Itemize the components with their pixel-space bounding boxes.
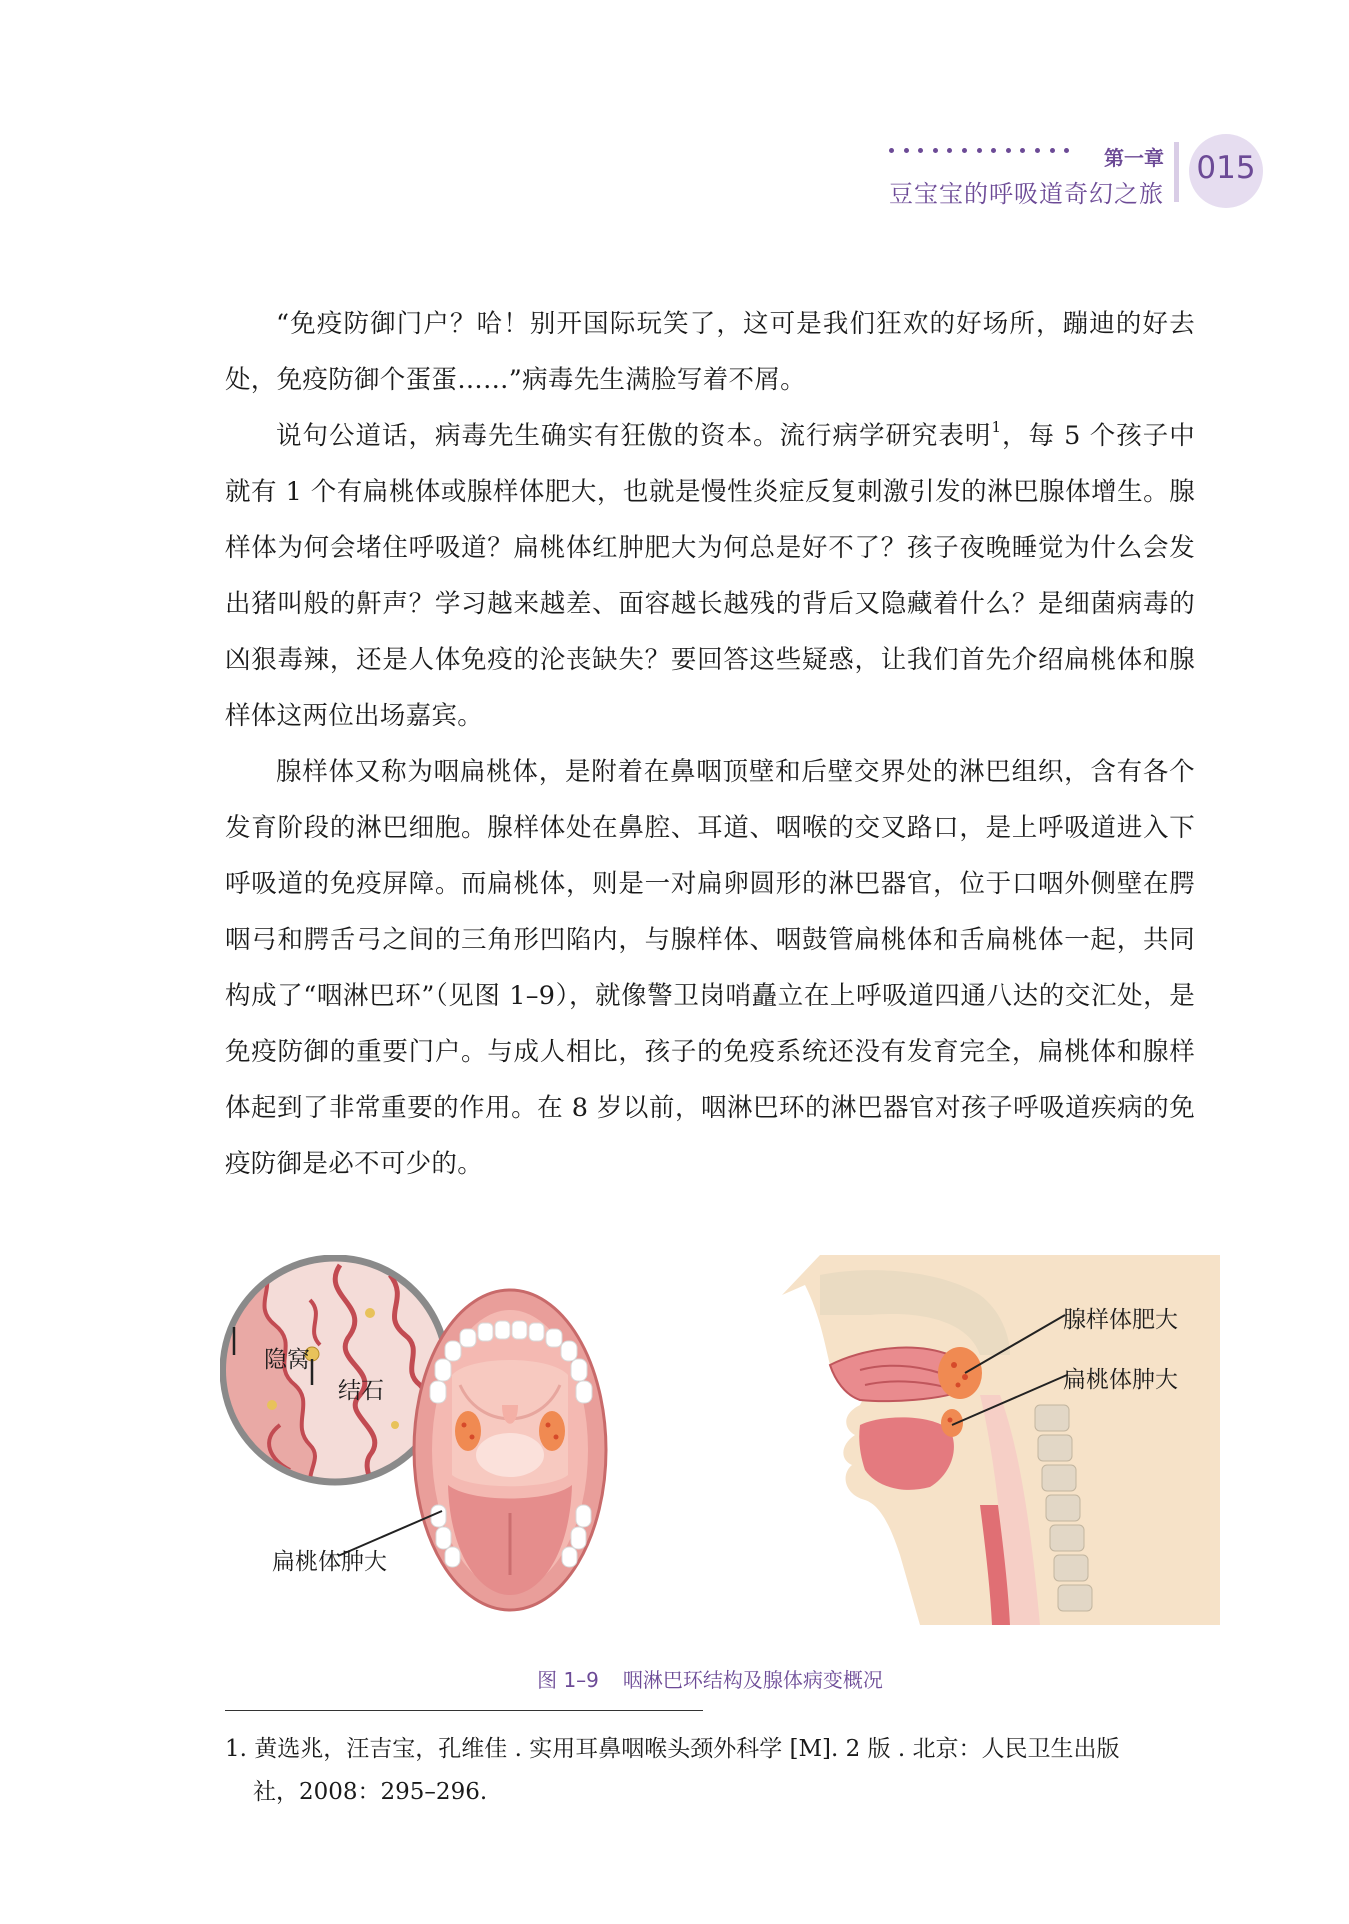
header-divider [1174,142,1179,202]
paragraph-1: “免疫防御门户？哈！别开国际玩笑了，这可是我们狂欢的好场所，蹦迪的好去处，免疫防御个蛋蛋……”病毒先生满脸写着不屑。 [225,309,1195,395]
figure-caption-text: 咽淋巴环结构及腺体病变概况 [622,1668,883,1692]
footnote-line-2: 社，2008：295–296. [253,1779,488,1805]
figure-caption [225,1664,1195,1693]
open-mouth-illustration [414,1290,606,1610]
label-stone: 结石 [338,1378,384,1404]
label-crypt: 隐窝 [264,1347,310,1373]
figure-1-9 [220,1255,1220,1625]
page-number: 015 [1196,150,1256,186]
header-dots [889,140,1089,160]
footnote-ref[interactable]: 1 [991,418,1002,436]
footnote-rule [225,1710,703,1711]
body-text [225,296,1195,1192]
footnote-line-1: 1. 黄选兆，汪吉宝，孔维佳 . 实用耳鼻咽喉头颈外科学 [M]. 2 版 . 北京：人民卫生出版 [225,1736,1120,1762]
chapter-label: 第一章 [1104,146,1164,170]
label-tonsil-enlarged-left: 扁桃体肿大 [272,1549,387,1575]
paragraph-2-part-1: 说句公道话，病毒先生确实有狂傲的资本。流行病学研究表明 [276,421,992,451]
footnote [225,1728,1195,1814]
book-title: 豆宝宝的呼吸道奇幻之旅 [889,180,1164,208]
paragraph-3: 腺样体又称为咽扁桃体，是附着在鼻咽顶壁和后壁交界处的淋巴组织，含有各个发育阶段的淋巴细胞。腺样体处在鼻腔、耳道、咽喉的交叉路口，是上呼吸道进入下呼吸道的免疫屏障。而扁桃体，则是一对扁卵圆形的淋巴器官，位于口咽外侧壁在腭咽弓和腭舌弓之间的三角形凹陷内，与腺样体、咽鼓管扁桃体和舌扁桃体一起，共同构成了“咽淋巴环”（见图 1–9），就像警卫岗哨矗立在上呼吸道四通八达的交汇处，是免疫防御的重要门户。与成人相比，孩子的免疫系统还没有发育完全，扁桃体和腺样体起到了非常重要的作用。在 8 岁以前，咽淋巴环的淋巴器官对孩子呼吸道疾病的免疫防御是必不可少的。 [225,757,1195,1179]
paragraph-2 [225,408,1195,744]
figure-number: 图 1–9 [537,1668,599,1692]
label-tonsil-enlarged-right: 扁桃体肿大 [1063,1367,1178,1393]
paragraph-2-part-2: ，每 5 个孩子中就有 1 个有扁桃体或腺样体肥大，也就是慢性炎症反复刺激引发的淋巴腺体增生。腺样体为何会堵住呼吸道？扁桃体红肿肥大为何总是好不了？孩子夜晚睡觉为什么会发出猪叫般的鼾声？学习越来越差、面容越长越残的背后又隐藏着什么？是细菌病毒的凶狠毒辣，还是人体免疫的沦丧缺失？要回答这些疑惑，让我们首先介绍扁桃体和腺样体这两位出场嘉宾。 [225,421,1195,731]
label-adenoid-hypertrophy: 腺样体肥大 [1063,1307,1178,1333]
